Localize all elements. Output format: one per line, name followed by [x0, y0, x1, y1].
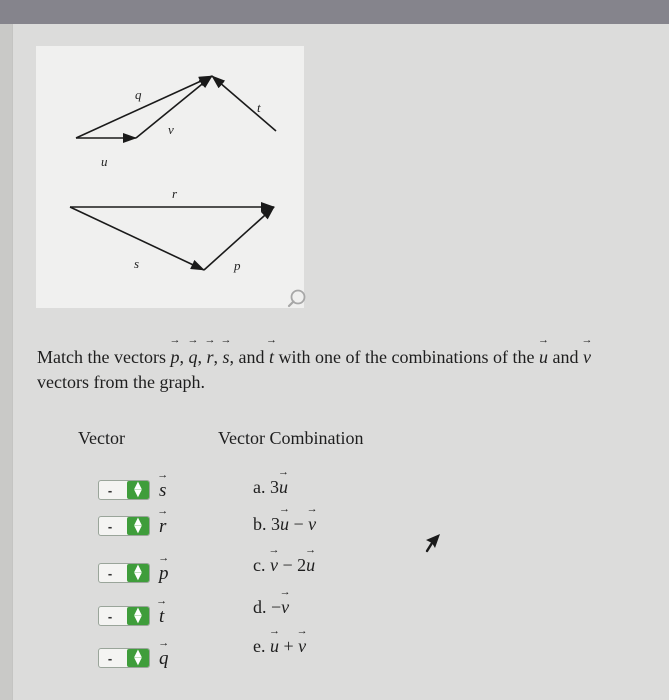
- combo-text: a. 3: [253, 477, 279, 497]
- vector-symbol: → u: [280, 512, 289, 535]
- up-down-chevron-icon[interactable]: ▲ ▼: [127, 564, 149, 582]
- vector-column-header: Vector: [78, 428, 125, 448]
- vector-v: [136, 76, 212, 138]
- match-row: [98, 604, 164, 628]
- select-value: -: [107, 608, 113, 624]
- match-select[interactable]: [98, 563, 150, 583]
- combination-option: [253, 634, 306, 657]
- question-text-part: with one of the combinations of the: [274, 347, 539, 367]
- vector-symbol: → s: [222, 343, 229, 370]
- vector-symbol: → s: [159, 478, 166, 502]
- question-text-part: Match the vectors: [37, 347, 171, 367]
- combo-text: c.: [253, 555, 270, 575]
- vector-symbol: → t: [159, 604, 164, 628]
- combination-option: [253, 595, 289, 618]
- up-down-chevron-icon[interactable]: ▲ ▼: [127, 649, 149, 667]
- vector-symbol: → v: [270, 553, 278, 576]
- question-text: [37, 343, 647, 395]
- vector-symbol: → u: [306, 553, 315, 576]
- combination-option: [253, 553, 315, 576]
- match-select[interactable]: [98, 648, 150, 668]
- combo-operator: −: [289, 514, 309, 534]
- vector-symbol: → v: [281, 595, 289, 618]
- select-value: -: [107, 482, 113, 498]
- combo-text: d. −: [253, 597, 282, 617]
- vector-symbol: → r: [159, 514, 166, 538]
- vector-symbol: → q: [188, 343, 197, 370]
- vector-symbol: → p: [170, 343, 179, 370]
- label-v: v: [168, 122, 174, 137]
- combo-operator: +: [279, 636, 299, 656]
- vector-diagram-svg: [36, 46, 304, 308]
- combination-option: [253, 475, 288, 498]
- match-row: [98, 478, 166, 502]
- vector-symbol: → v: [583, 343, 591, 370]
- question-text-part: vectors from the graph.: [37, 372, 205, 392]
- label-q: q: [135, 87, 142, 102]
- vector-symbol: → r: [206, 343, 213, 370]
- match-row: [98, 514, 166, 538]
- label-s: s: [134, 256, 140, 271]
- up-down-chevron-icon[interactable]: ▲ ▼: [127, 481, 149, 499]
- match-select[interactable]: [98, 480, 150, 500]
- select-value: -: [107, 650, 113, 666]
- match-row: [98, 561, 169, 585]
- combo-text: b. 3: [253, 514, 280, 534]
- magnifier-icon[interactable]: [287, 287, 313, 313]
- separator: ,: [213, 347, 223, 367]
- match-select[interactable]: [98, 516, 150, 536]
- vector-symbol: → u: [270, 634, 279, 657]
- vector-t: [212, 76, 276, 131]
- up-down-chevron-icon[interactable]: ▲ ▼: [127, 607, 149, 625]
- combo-operator: − 2: [278, 555, 307, 575]
- vector-q: [76, 76, 212, 138]
- question-text-part: and: [547, 347, 583, 367]
- vector-symbol: → p: [159, 561, 169, 585]
- vector-symbol: → v: [308, 512, 316, 535]
- combination-option: [253, 512, 316, 535]
- label-t: t: [257, 100, 261, 115]
- label-r: r: [172, 186, 178, 201]
- question-text-part: , and: [229, 347, 269, 367]
- select-value: -: [107, 565, 113, 581]
- vector-symbol: → q: [159, 646, 169, 670]
- select-value: -: [107, 518, 113, 534]
- top-toolbar-strip: [0, 0, 669, 24]
- match-row: [98, 646, 169, 670]
- separator: ,: [197, 347, 207, 367]
- vector-symbol: → u: [279, 475, 288, 498]
- vector-symbol: → u: [539, 343, 548, 370]
- combination-column-header: Vector Combination: [218, 428, 364, 448]
- label-p: p: [234, 258, 241, 273]
- label-u: u: [101, 154, 108, 169]
- match-select[interactable]: [98, 606, 150, 626]
- up-down-chevron-icon[interactable]: ▲ ▼: [127, 517, 149, 535]
- separator: ,: [179, 347, 189, 367]
- mouse-pointer-icon: [424, 532, 444, 559]
- combo-text: e.: [253, 636, 270, 656]
- vector-symbol: → v: [298, 634, 306, 657]
- vector-symbol: → t: [269, 343, 274, 370]
- vector-diagram: [36, 46, 304, 308]
